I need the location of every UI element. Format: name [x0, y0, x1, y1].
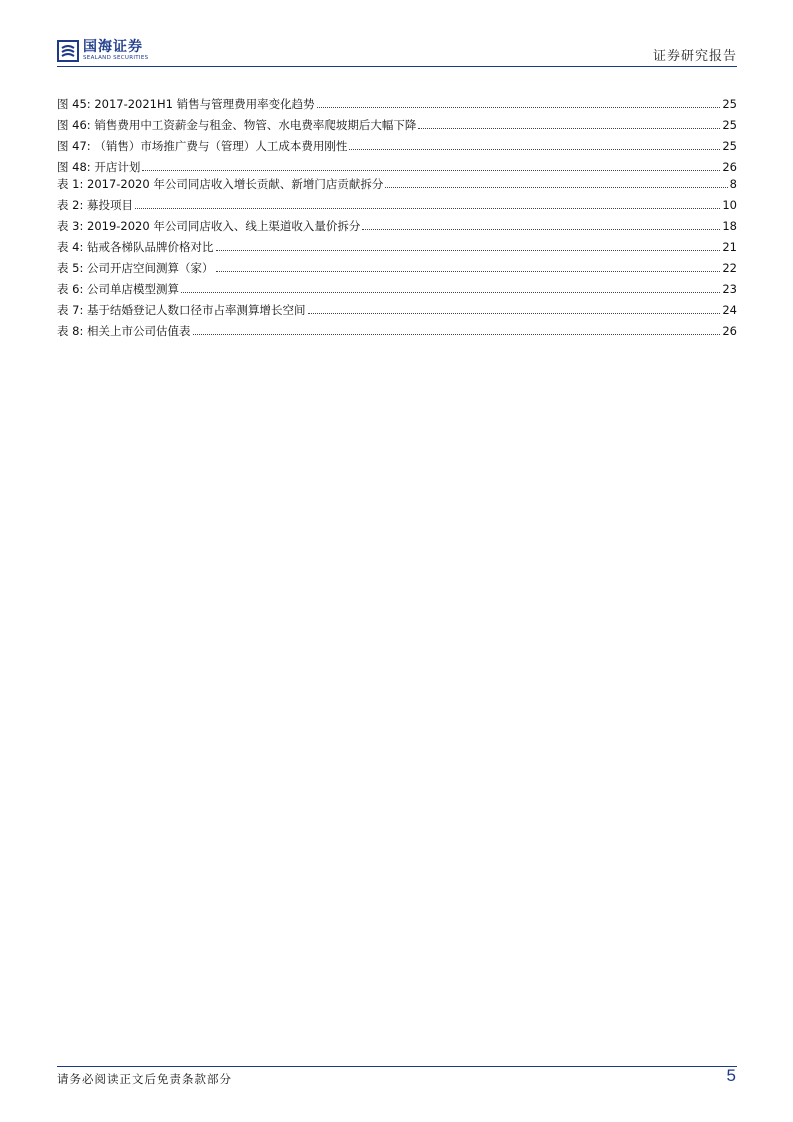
toc-leader	[216, 250, 721, 251]
page-number: 5	[726, 1066, 736, 1085]
toc-entry[interactable]	[57, 275, 737, 296]
toc-entry-page: 10	[722, 198, 737, 212]
toc-entry-label: 表 1: 2017-2020 年公司同店收入增长贡献、新增门店贡献拆分	[57, 177, 384, 191]
toc-entry-page: 18	[722, 219, 737, 233]
toc-entry-label: 图 46: 销售费用中工资薪金与租金、物管、水电费率爬坡期后大幅下降	[57, 118, 417, 132]
toc-leader	[181, 292, 720, 293]
toc-leader	[385, 187, 727, 188]
toc-leader	[362, 229, 720, 230]
toc-entry[interactable]	[57, 233, 737, 254]
toc-entry-page: 21	[722, 240, 737, 254]
brand-logo	[57, 38, 148, 64]
toc-entry[interactable]	[57, 317, 737, 338]
toc-entry-page: 25	[722, 97, 737, 111]
toc-leader	[308, 313, 721, 314]
header-divider	[57, 66, 737, 67]
table-list	[57, 170, 737, 338]
toc-entry-label: 表 6: 公司单店模型测算	[57, 282, 180, 296]
toc-entry-page: 26	[722, 324, 737, 338]
toc-entry-label: 表 8: 相关上市公司估值表	[57, 324, 191, 338]
toc-entry[interactable]	[57, 191, 737, 212]
toc-entry-label: 图 48: 开店计划	[57, 160, 141, 174]
toc-leader	[349, 149, 720, 150]
toc-entry-label: 图 47: （销售）市场推广费与（管理）人工成本费用刚性	[57, 139, 348, 153]
toc-entry-page: 22	[722, 261, 737, 275]
report-type: 证券研究报告	[652, 49, 737, 64]
footer-divider	[57, 1066, 737, 1067]
toc-entry-label: 表 3: 2019-2020 年公司同店收入、线上渠道收入量价拆分	[57, 219, 361, 233]
footer-disclaimer: 请务必阅读正文后免责条款部分	[57, 1072, 232, 1086]
toc-entry-page: 25	[722, 118, 737, 132]
toc-leader	[418, 128, 720, 129]
toc-entry[interactable]	[57, 132, 737, 153]
toc-leader	[317, 107, 721, 108]
toc-entry-page: 26	[722, 160, 737, 174]
toc-entry[interactable]	[57, 170, 737, 191]
toc-leader	[135, 208, 720, 209]
toc-entry[interactable]	[57, 212, 737, 233]
toc-entry[interactable]	[57, 254, 737, 275]
toc-entry[interactable]	[57, 111, 737, 132]
toc-leader	[193, 334, 721, 335]
toc-leader	[216, 271, 721, 272]
figure-list	[57, 90, 737, 174]
toc-entry-label: 图 45: 2017-2021H1 销售与管理费用率变化趋势	[57, 97, 315, 111]
toc-entry-label: 表 7: 基于结婚登记人数口径市占率测算增长空间	[57, 303, 306, 317]
page-header	[57, 36, 737, 66]
toc-entry-label: 表 2: 募投项目	[57, 198, 134, 212]
toc-entry[interactable]	[57, 296, 737, 317]
brand-name-cn: 国海证券	[83, 39, 143, 55]
toc-entry-page: 25	[722, 139, 737, 153]
toc-entry-page: 24	[722, 303, 737, 317]
toc-entry-page: 23	[722, 282, 737, 296]
brand-name-en: SEALAND SECURITIES	[83, 55, 149, 61]
toc-entry-label: 表 5: 公司开店空间测算（家）	[57, 261, 214, 275]
toc-entry-page: 8	[729, 177, 737, 191]
toc-entry-label: 表 4: 钻戒各梯队品牌价格对比	[57, 240, 214, 254]
sealand-logo-icon	[57, 40, 79, 62]
toc-entry[interactable]	[57, 90, 737, 111]
